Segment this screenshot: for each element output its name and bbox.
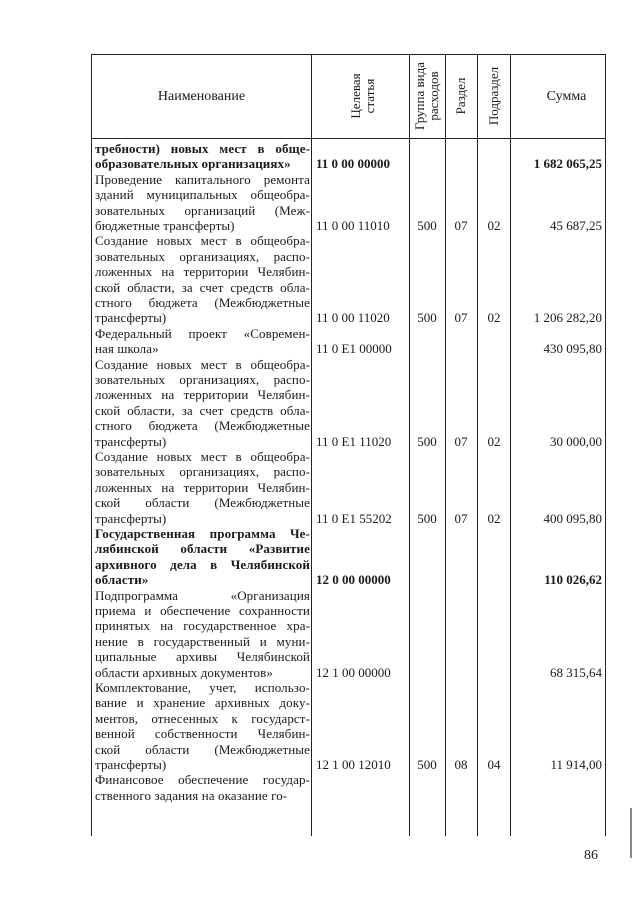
row-name-line: трансферты) <box>95 510 167 526</box>
row-name-line: ложенных на территории Челябин- <box>95 264 310 280</box>
row-name-line: области архивных документов» <box>95 664 273 680</box>
row-name-line: области» <box>95 572 149 588</box>
row-section: 07 <box>454 510 468 526</box>
row-name <box>95 449 310 526</box>
row-name-line: Создание новых мест в общеобра- <box>95 233 310 249</box>
row-name-line: ской области (Межбюджетные <box>95 495 310 511</box>
row-group: 500 <box>417 310 437 326</box>
row-name-line: нение в государственный и муни- <box>95 633 310 649</box>
table-row <box>92 526 605 588</box>
row-name <box>95 233 310 325</box>
table-row <box>92 233 605 325</box>
row-name-line: трансферты) <box>95 757 167 773</box>
row-subsection: 02 <box>487 310 501 326</box>
row-group: 500 <box>417 510 437 526</box>
header-subsection: Подраздел <box>486 66 501 126</box>
header-divider <box>92 138 605 139</box>
budget-table <box>91 54 606 836</box>
row-name <box>95 357 310 449</box>
row-name <box>95 588 310 680</box>
row-section: 07 <box>454 433 468 449</box>
row-group: 500 <box>417 433 437 449</box>
row-target-code: 11 0 00 00000 <box>316 156 391 172</box>
row-target-code: 12 1 00 12010 <box>316 756 391 772</box>
row-target-code: 11 0 00 11010 <box>316 217 390 233</box>
row-name-line: трансферты) <box>95 310 167 326</box>
row-name-line: приема и обеспечение сохранности <box>95 603 310 618</box>
row-name-line: архивного дела в Челябинской <box>95 556 310 572</box>
row-name-line: вание и хранение архивных доку- <box>95 695 310 711</box>
page-number: 86 <box>584 848 598 863</box>
row-name-line: ная школа» <box>95 341 159 357</box>
row-target-code: 12 1 00 00000 <box>316 664 391 680</box>
row-sum: 430 095,80 <box>543 341 602 357</box>
row-target-code: 11 0 E1 11020 <box>316 433 392 449</box>
row-name <box>95 141 310 172</box>
row-name <box>95 326 310 357</box>
row-subsection: 02 <box>487 433 501 449</box>
row-name-line: ципальные архивы Челябинской <box>95 649 310 665</box>
row-name-line: ложенных на территории Челябин- <box>95 479 310 495</box>
row-sum: 1 682 065,25 <box>533 156 602 172</box>
row-name <box>95 772 310 803</box>
row-name <box>95 172 310 234</box>
row-subsection: 04 <box>487 756 501 772</box>
row-name-line: Подпрограмма «Организация <box>95 587 310 603</box>
row-name-line: Федеральный проект «Современ- <box>95 325 310 341</box>
row-name-line: зовательных организациях, распо- <box>95 372 310 387</box>
row-name-line: венной собственности Челябин- <box>95 726 310 742</box>
row-section: 07 <box>454 310 468 326</box>
row-name-line: Создание новых мест в общеобра- <box>95 356 310 372</box>
row-target-code: 11 0 E1 00000 <box>316 341 392 357</box>
row-subsection: 02 <box>487 217 501 233</box>
table-row <box>92 357 605 449</box>
row-section: 07 <box>454 217 468 233</box>
row-name-line: Финансовое обеспечение государ- <box>95 772 310 788</box>
row-name-line: ской области, за счет средств обла- <box>95 402 310 418</box>
row-name-line: стного бюджета (Межбюджетные <box>95 418 310 434</box>
header-target: Целевая статья <box>348 73 377 119</box>
header-sum: Сумма <box>546 88 587 104</box>
table-row <box>92 449 605 526</box>
table-row <box>92 141 605 172</box>
row-name-line: Создание новых мест в общеобра- <box>95 449 310 464</box>
header-name: Наименование <box>157 88 246 104</box>
row-target-code: 11 0 00 11020 <box>316 310 390 326</box>
row-name-line: стного бюджета (Межбюджетные <box>95 295 310 311</box>
table-row <box>92 680 605 772</box>
row-name-line: лябинской области «Развитие <box>95 541 310 557</box>
row-name-line: Проведение капитального ремонта <box>95 171 310 187</box>
row-sum: 400 095,80 <box>543 510 602 526</box>
row-name-line: зовательных организациях, распо- <box>95 248 310 264</box>
row-subsection: 02 <box>487 510 501 526</box>
row-sum: 1 206 282,20 <box>533 310 602 326</box>
table-row <box>92 588 605 680</box>
row-sum: 110 026,62 <box>544 572 602 588</box>
table-row <box>92 772 605 803</box>
row-name <box>95 526 310 588</box>
row-name-line: трансферты) <box>95 433 167 449</box>
row-sum: 45 687,25 <box>550 217 602 233</box>
scan-edge-mark <box>630 808 632 858</box>
header-group: Группа вида расходов <box>412 62 441 130</box>
row-name-line: Комплектование, учет, использо- <box>95 680 310 695</box>
row-name-line: зовательных организациях, распо- <box>95 464 310 480</box>
row-section: 08 <box>454 756 468 772</box>
header-section: Раздел <box>453 77 468 115</box>
row-name-line: ментов, отнесенных к государст- <box>95 710 310 726</box>
row-sum: 30 000,00 <box>550 433 602 449</box>
row-target-code: 11 0 E1 55202 <box>316 510 392 526</box>
row-name-line: ственного задания на оказание го- <box>95 787 288 803</box>
row-sum: 11 914,00 <box>550 756 602 772</box>
row-name-line: принятых на государственное хра- <box>95 618 310 634</box>
row-group: 500 <box>417 756 437 772</box>
table-row <box>92 326 605 357</box>
row-name-line: образовательных организациях» <box>95 156 291 172</box>
row-name-line: зданий муниципальных общеобра- <box>95 187 310 203</box>
row-sum: 68 315,64 <box>550 664 602 680</box>
row-target-code: 12 0 00 00000 <box>316 572 391 588</box>
row-name-line: Государственная программа Че- <box>95 526 310 541</box>
row-name-line: ложенных на территории Челябин- <box>95 387 310 403</box>
row-name-line: ской области (Межбюджетные <box>95 741 310 757</box>
row-name <box>95 680 310 772</box>
table-row <box>92 172 605 234</box>
row-group: 500 <box>417 217 437 233</box>
row-name-line: требности) новых мест в обще- <box>95 141 310 156</box>
row-name-line: ской области, за счет средств обла- <box>95 279 310 295</box>
row-name-line: зовательных организаций (Меж- <box>95 202 310 218</box>
row-name-line: бюджетные трансферты) <box>95 218 235 234</box>
